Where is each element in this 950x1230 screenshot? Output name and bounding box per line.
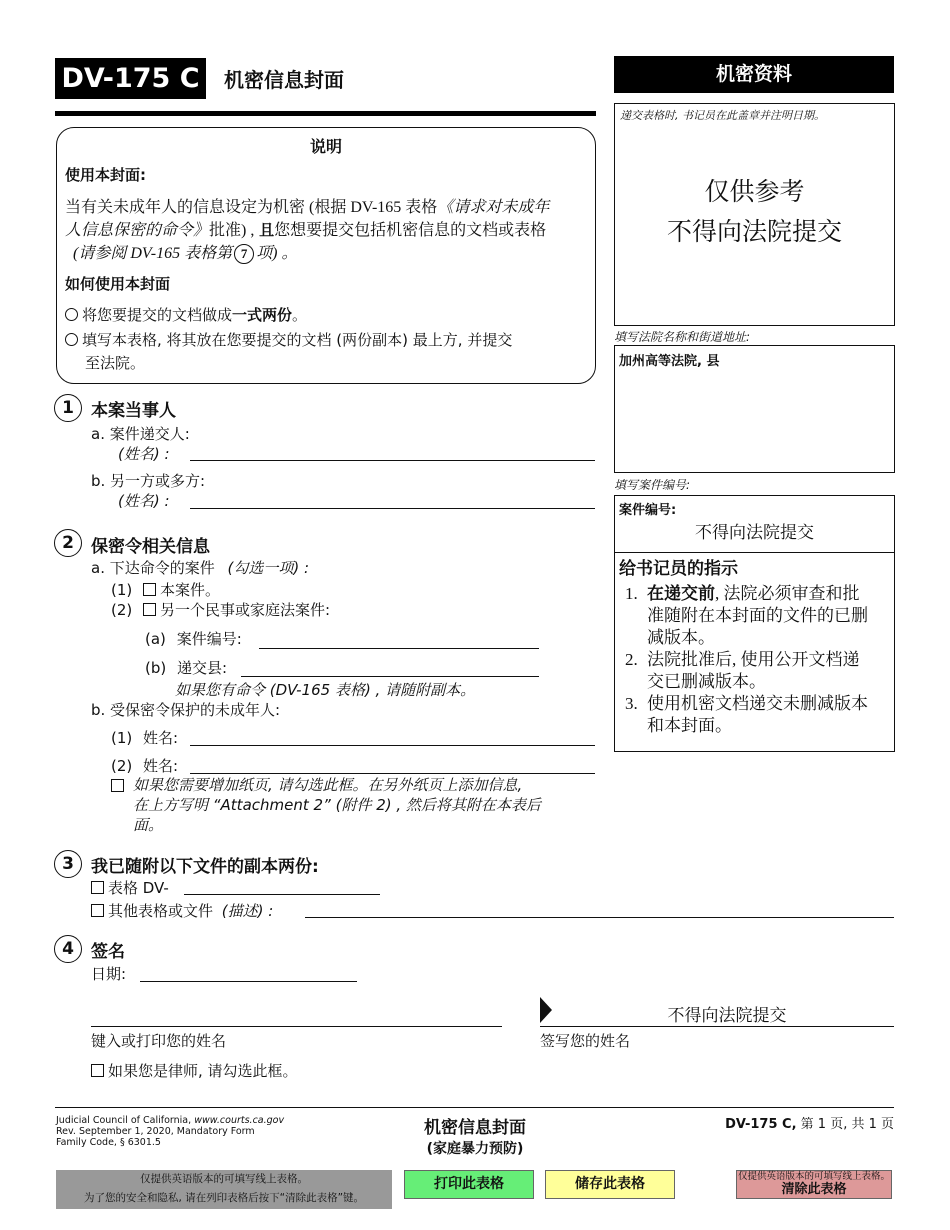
lawyer-text: 如果您是律师, 请勾选此框。 [108, 1062, 298, 1080]
clear-form-button[interactable] [736, 1170, 892, 1199]
use-text-line2 [65, 217, 546, 240]
attached-form-text: 表格 DV- [108, 879, 169, 897]
section-3-title: 我已随附以下文件的副本两份: [91, 857, 319, 877]
use-text-4: (请参阅 DV-165 表格第 [73, 245, 233, 262]
header-rule [55, 111, 596, 116]
attached-other-text: 其他表格或文件 [108, 902, 214, 920]
sign-name-label: 签写您的姓名 [540, 1032, 631, 1050]
item-7-circle: 7 [234, 244, 254, 264]
footer-subtitle: (家庭暴力预防) [426, 1141, 524, 1157]
toolbar-note-1: 仅提供英语版本的可填写线上表格。 [140, 1173, 308, 1185]
lawyer-checkbox[interactable] [91, 1064, 104, 1077]
use-text-line3 [73, 240, 297, 264]
clerk-item-1 [625, 583, 868, 649]
clerk-item-1-line1 [625, 583, 868, 605]
court-name: 加州高等法院, 县 [619, 354, 720, 369]
toolbar-note-2: 为了您的安全和隐私, 请在列印表格后按下“清除此表格”键。 [83, 1192, 365, 1204]
clerk-stamp-hint: 递交表格时, 书记员在此盖章并注明日期。 [620, 109, 825, 122]
court-box[interactable] [614, 345, 895, 473]
section-4-title: 签名 [91, 942, 125, 962]
use-text-5: 项) 。 [256, 245, 298, 262]
clerk-instructions-box [614, 551, 895, 752]
how-1c: 。 [292, 306, 308, 324]
confidential-banner: 机密资料 [614, 56, 894, 93]
section-2-b-label: b. 受保密令保护的未成年人: [91, 701, 281, 719]
footer-page-info [640, 1113, 894, 1132]
form-code: DV-175 C [55, 58, 206, 99]
clerk-item-3-line1 [625, 693, 868, 715]
footer-rev: Rev. September 1, 2020, Mandatory Form [56, 1126, 255, 1137]
print-form-button[interactable]: 打印此表格 [404, 1170, 534, 1199]
how-1b: 一式两份 [232, 306, 293, 324]
case-number-value: 不得向法院提交 [695, 523, 814, 543]
other-case-checkbox[interactable] [143, 603, 156, 616]
attachment-note-1: 如果您需要增加纸页, 请勾选此框。在另外纸页上添加信息, [133, 776, 523, 794]
other-case-number-label [145, 628, 242, 649]
how-2a: 填写本表格, 将其放在您要提交的文档 (两份副本) 最上方, 并提交 [82, 331, 513, 349]
clerk-item-2-text1: 法院批准后, 使用公开文档递 [647, 650, 860, 669]
section-1-a-label: a. 案件递交人: [91, 425, 190, 443]
case-number-box[interactable] [614, 495, 895, 553]
lawyer-label [91, 1060, 298, 1081]
section-1-a-name-label: (姓名) : [118, 445, 170, 463]
bullet-circle-icon [65, 308, 78, 321]
use-text-3: 您想要提交包括机密信息的文档或表格 [274, 222, 547, 239]
footer-info [56, 1115, 284, 1148]
clear-form-note: 仅提供英语版本的可填写线上表格。 [737, 1171, 890, 1182]
other-case-number-field[interactable] [259, 648, 539, 649]
section-2-title: 保密令相关信息 [91, 537, 210, 557]
attached-form-label [91, 877, 169, 898]
footer-council-line [56, 1115, 284, 1126]
bullet-circle-icon [65, 333, 78, 346]
option-other-case [111, 599, 330, 620]
print-name-field[interactable] [91, 1026, 502, 1027]
save-form-button[interactable]: 储存此表格 [545, 1170, 675, 1199]
use-text-1: 当有关未成年人的信息设定为机密 (根据 DV-165 表格 [65, 199, 438, 216]
minor-1-text: 姓名: [143, 729, 179, 747]
attachment-checkbox[interactable] [111, 779, 124, 792]
footer-council: Judicial Council of California, [56, 1115, 192, 1126]
clerk-item-3-num: 3. [625, 694, 638, 713]
clerk-item-2-line1 [625, 649, 860, 671]
minor-1-label [111, 727, 178, 748]
clerk-stamp-line2: 不得向法院提交 [666, 217, 842, 246]
section-1-b-label: b. 另一方或多方: [91, 472, 206, 490]
county-num: (b) [145, 659, 167, 677]
attached-form-checkbox[interactable] [91, 881, 104, 894]
date-field[interactable] [140, 981, 357, 982]
clerk-item-3 [625, 693, 868, 737]
section-2-a-label [91, 557, 309, 578]
clerk-stamp-line1: 仅供参考 [704, 177, 805, 206]
sign-arrow-icon [540, 997, 552, 1023]
case-no-num: (a) [145, 630, 166, 648]
footer-code: Family Code, § 6301.5 [56, 1137, 161, 1148]
how-step-2 [65, 329, 512, 350]
clerk-item-3-text1: 使用机密文档递交未删减版本 [647, 694, 868, 713]
attachment-note-3: 面。 [133, 816, 164, 834]
section-1-number: 1 [54, 394, 82, 422]
footer-page-code: DV-175 C, [725, 1117, 797, 1132]
section-1-b-name-label: (姓名) : [118, 492, 170, 510]
attachment-note [133, 775, 541, 835]
county-label [145, 657, 227, 678]
minor-2-name-field[interactable] [190, 773, 595, 774]
how-1a: 将您要提交的文档做成 [82, 306, 233, 324]
option-1-num: (1) [111, 581, 133, 599]
attached-other-field[interactable] [305, 917, 894, 918]
county-field[interactable] [241, 676, 539, 677]
minor-2-text: 姓名: [143, 757, 179, 775]
use-text-italic-2: 人信息保密的命令》 [65, 222, 210, 239]
other-party-name-field[interactable] [190, 508, 595, 509]
use-text-italic-1: 《请求对未成年 [437, 199, 550, 216]
form-title: 机密信息封面 [224, 68, 344, 92]
section-3-number: 3 [54, 850, 82, 878]
attachment-note-2: 在上方写明 “Attachment 2” (附件 2) , 然后将其附在本表后 [133, 796, 541, 814]
use-title: 使用本封面: [65, 166, 146, 184]
option-2-num: (2) [111, 601, 133, 619]
footer-title: 机密信息封面 [424, 1118, 526, 1138]
case-number-label: 案件编号: [619, 503, 677, 518]
how-title: 如何使用本封面 [65, 275, 171, 293]
attached-form-number-field[interactable] [184, 894, 380, 895]
county-text: 递交县: [177, 659, 228, 677]
clerk-item-1-line2: 准随附在本封面的文件的已删 [647, 606, 868, 625]
section-2-a-text: a. 下达命令的案件 [91, 559, 215, 577]
attached-other-label [91, 900, 273, 921]
clerk-item-1-text1: , 法院必须审查和批 [715, 584, 860, 603]
use-text-line1 [65, 194, 549, 217]
option-this-case [111, 579, 220, 600]
how-step-1 [65, 304, 307, 325]
clerk-item-1-bold: 在递交前 [647, 584, 715, 603]
clear-form-label: 清除此表格 [781, 1182, 847, 1197]
date-label: 日期: [91, 965, 127, 983]
footer-website: www.courts.ca.gov [194, 1115, 285, 1126]
use-text-2: 批准) , [209, 222, 255, 239]
toolbar-note [56, 1170, 392, 1209]
option-2-label: 另一个民事或家庭法案件: [160, 601, 331, 619]
how-step-2-cont: 至法院。 [85, 354, 146, 372]
attach-order-note: 如果您有命令 (DV-165 表格) , 请随附副本。 [175, 681, 476, 699]
clerk-item-1-num: 1. [625, 584, 638, 603]
case-number-hint: 填写案件编号: [614, 478, 691, 492]
clerk-instructions-title: 给书记员的指示 [619, 559, 738, 578]
signature-value: 不得向法院提交 [667, 1006, 787, 1026]
case-no-label: 案件编号: [176, 630, 242, 648]
option-1-label: 本案件。 [160, 581, 221, 599]
section-4-number: 4 [54, 935, 82, 963]
instructions-heading: 说明 [309, 137, 342, 156]
footer-rule [55, 1107, 894, 1108]
signature-field[interactable] [540, 1026, 894, 1027]
minor-1-num: (1) [111, 729, 133, 747]
footer-page-count: 第 1 页, 共 1 页 [800, 1117, 894, 1132]
section-1-title: 本案当事人 [91, 401, 176, 421]
print-name-label: 键入或打印您的姓名 [91, 1032, 227, 1050]
clerk-item-2-line2: 交已删减版本。 [647, 672, 766, 691]
minor-2-num: (2) [111, 757, 133, 775]
clerk-item-3-line2: 和本封面。 [647, 716, 732, 735]
attached-other-hint: (描述) : [221, 902, 274, 920]
minor-1-name-field[interactable] [190, 745, 595, 746]
section-2-a-hint: (勾选一项) : [227, 559, 310, 577]
clerk-item-2-num: 2. [625, 650, 638, 669]
attached-other-checkbox[interactable] [91, 904, 104, 917]
clerk-stamp-box [614, 103, 895, 326]
instructions-box [56, 127, 596, 384]
clerk-item-1-line3: 减版本。 [647, 628, 715, 647]
minor-2-label [111, 755, 178, 776]
petitioner-name-field[interactable] [190, 460, 595, 461]
court-hint: 填写法院名称和街道地址: [614, 330, 751, 344]
this-case-checkbox[interactable] [143, 583, 156, 596]
clerk-item-2 [625, 649, 860, 693]
use-text-bold: 且 [259, 221, 275, 239]
section-2-number: 2 [54, 529, 82, 557]
